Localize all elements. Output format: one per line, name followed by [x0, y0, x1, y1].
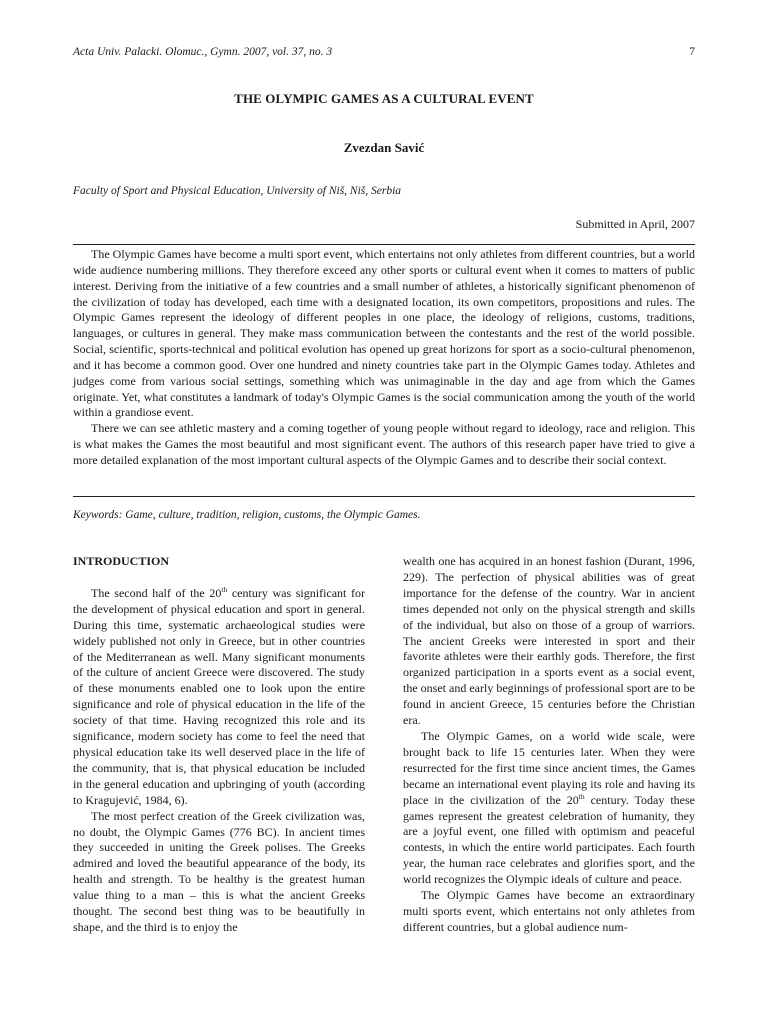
superscript: th [578, 791, 585, 801]
body-paragraph [73, 586, 365, 809]
abstract-bottom-rule [73, 496, 695, 497]
superscript: th [221, 584, 228, 594]
abstract-paragraph: There we can see athletic mastery and a coming together of young people without regard to ideology, race and religion. This is what makes the Games the most beautiful and most significant event. The authors of this research paper have tried to give a more detailed explanation of the most important cultural aspects of the Olympic Games and to describe their social context. [73, 421, 695, 467]
body-text: The Olympic Games, on a world wide scale, were brought back to life 15 centuries later. When they were resurrected for the first time since ancient times, the Games became an international event playing its role and having its place in the civilization of the 20 [403, 728, 695, 807]
body-paragraph: The Olympic Games have become an extraordinary multi sports event, which entertains not only athletes from different countries, but a global audience num- [403, 888, 695, 934]
author-name: Zvezdan Savić [343, 140, 425, 155]
left-column [73, 554, 365, 936]
body-text: century. Today these games represent the greatest celebration of humanity, they are a joyful event, one filled with optimism and peaceful contests, in which the entire world participates. Each fourth year, the human race celebrates and glorifies sport, and the world recognizes the Olympic ideals of culture and peace. [403, 792, 695, 887]
article-title: THE OLYMPIC GAMES AS A CULTURAL EVENT [234, 91, 534, 106]
body-paragraph [403, 729, 695, 888]
page-number: 7 [689, 46, 695, 58]
author-affiliation: Faculty of Sport and Physical Education, University of Niš, Niš, Serbia [73, 185, 402, 197]
body-paragraph: wealth one has acquired in an honest fashion (Durant, 1996, 229). The perfection of physical abilities was of great importance for the defense of the country. War in ancient times depended not only on the physical strength and skills of the individual, but also on those of a group of warriors. The ancient Greeks were interested in sport and their favorite athletes were their earthly gods. Therefore, the first organized participation in a sports event as a social event, the onset and early beginnings of professional sport are to be found in ancient Greece, 15 centuries before the Christian era. [403, 554, 695, 728]
body-paragraph: The most perfect creation of the Greek civilization was, no doubt, the Olympic Games (776 BC). In ancient times they succeeded in uniting the Greek polises. The Greeks admired and loved the beautiful appearance of the body, its health and strength. To be healthy is the greatest human value thing to a man – this is what the ancient Greeks thought. The second best thing was to be beautifully in shape, and the third is to enjoy the [73, 808, 365, 934]
body-text: century was significant for the development of physical education and sport in general. During this time, systematic archaeological studies were widely published not only in Greece, but in other countries of the Mediterranean as well. Many significant monuments of the culture of ancient Greece were discovered. The study of these monuments enabled one to look upon the entire significance and role of physical education in the life of the society of that time. Having recognized this role and its significance, modern society has come to feel the need that physical education take its well deserved place in the life of the community, that is, that physical education be included in the general education and upbringing of youth (according to Kragujević, 1984, 6). [73, 585, 365, 807]
abstract-top-rule [73, 244, 695, 245]
body-text: The second half of the 20 [91, 585, 222, 600]
journal-citation: Acta Univ. Palacki. Olomuc., Gymn. 2007, vol. 37, no. 3 [73, 46, 333, 58]
keywords: Keywords: Game, culture, tradition, religion, customs, the Olympic Games. [73, 509, 421, 521]
submission-date: Submitted in April, 2007 [575, 217, 695, 231]
section-heading: INTRODUCTION [73, 554, 170, 568]
right-column [403, 554, 695, 936]
abstract-paragraph: The Olympic Games have become a multi sport event, which entertains not only athletes from different countries, but a world wide audience numbering millions. They therefore exceed any other sports or cultural event when it comes to matters of public interest. Deriving from the initiative of a few countries and a small number of athletes, a historically significant phenomenon of the civilization of today has developed, each time with a designated location, its own competitors, propositions and rules. The Olympic Games represent the ideology of different peoples in one place, the ideology of religions, customs, traditions, languages, or cultures in general. They make mass communication between the contestants and the rest of the world possible. Social, scientific, sports-technical and political evolution has opened up great horizons for sport as a socio-cultural phenomenon, and it has become a common good. Over one hundred and ninety countries take part in the Olympic Games today. Athletes and judges come from various social settings, something which was unimaginable in the day and age from which the Games originate. Yet, what constitutes a landmark of today's Olympic Games is the social communication among the youth of the world within a grandiose event. [73, 247, 695, 420]
running-head [73, 46, 695, 58]
abstract [73, 247, 695, 469]
